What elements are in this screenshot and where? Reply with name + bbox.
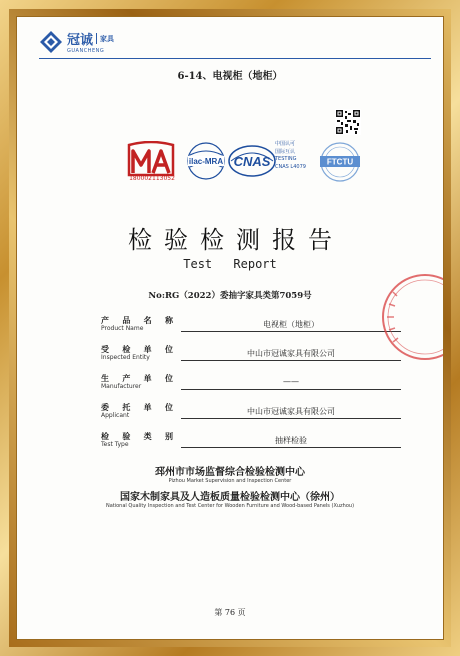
field-label-en: Test Type (101, 441, 129, 448)
cnas-logo-icon (227, 143, 277, 179)
diamond-logo-icon (39, 30, 63, 54)
sub-title-word: Report (233, 257, 277, 271)
logo-cn-small: 家具 (100, 34, 115, 43)
field-label-cn: 委 托 单 位 (101, 402, 173, 412)
report-number: No:RG（2022）委抽字家具类第7059号 (148, 291, 312, 301)
logo-en-text: GUANCHENG (67, 48, 105, 54)
field-inspected-entity (101, 342, 401, 371)
field-value: —— (283, 377, 299, 386)
ilac-mra-icon (182, 141, 230, 181)
field-underline (181, 418, 401, 419)
field-underline (181, 447, 401, 448)
field-value: 中山市冠诚家具有限公司 (247, 407, 335, 416)
field-label-cn: 产 品 名 称 (101, 315, 173, 325)
logo-cn-text: 冠诚 (67, 33, 94, 48)
field-label-cn: 生 产 单 位 (101, 373, 173, 383)
field-underline (181, 389, 401, 390)
field-value: 中山市冠诚家具有限公司 (247, 349, 335, 358)
cma-number: 180002113052 (129, 175, 175, 182)
info-fields (101, 313, 401, 458)
cnas-side-line: CNAS L4079 (275, 163, 306, 170)
sub-title-word: Test (183, 257, 213, 271)
cnas-label: CNAS (233, 154, 271, 169)
field-label-en: Inspected Entity (101, 354, 150, 361)
header-rule (39, 58, 431, 59)
field-test-type (101, 429, 401, 458)
cnas-side-text (275, 141, 306, 171)
field-product-name (101, 313, 401, 342)
national-center-en: National Quality Inspection and Test Center for Wooden Furniture and Wood-based Panels (Xuzhou) (105, 503, 355, 509)
document-title: 6-14、电视柜（地柜） (177, 71, 283, 82)
cnas-side-line: 国际互认 (275, 148, 296, 155)
ftctu-label: FTCTU (326, 157, 354, 167)
field-label-en: Manufacturer (101, 383, 142, 390)
qr-code-icon (335, 109, 361, 135)
field-label-cn: 检 验 类 别 (101, 431, 173, 441)
cnas-side-line: 中国认可 (275, 141, 296, 147)
brand-logo (39, 29, 114, 54)
field-applicant (101, 400, 401, 429)
field-value: 抽样检验 (275, 436, 307, 445)
cnas-side-line: TESTING (275, 156, 297, 162)
field-value: 电视柜（地柜） (263, 320, 319, 329)
certificate-paper (16, 16, 444, 640)
issuing-org-en: Pizhou Market Supervision and Inspection Center (168, 478, 292, 484)
page-number: 第 76 页 (214, 608, 246, 617)
field-label-en: Product Name (101, 325, 144, 332)
ilac-label: ilac-MRA (188, 157, 224, 166)
main-title: 检验检测报告 (128, 226, 344, 254)
national-center-cn: 国家木制家具及人造板质量检验检测中心（徐州） (120, 492, 340, 503)
field-label-cn: 受 检 单 位 (101, 344, 173, 354)
issuing-org-cn: 邳州市市场监督综合检验检测中心 (155, 467, 305, 478)
ftctu-logo-icon (315, 141, 365, 183)
red-seal-stamp-icon (367, 262, 444, 372)
field-label-en: Applicant (101, 412, 130, 419)
field-manufacturer (101, 371, 401, 400)
